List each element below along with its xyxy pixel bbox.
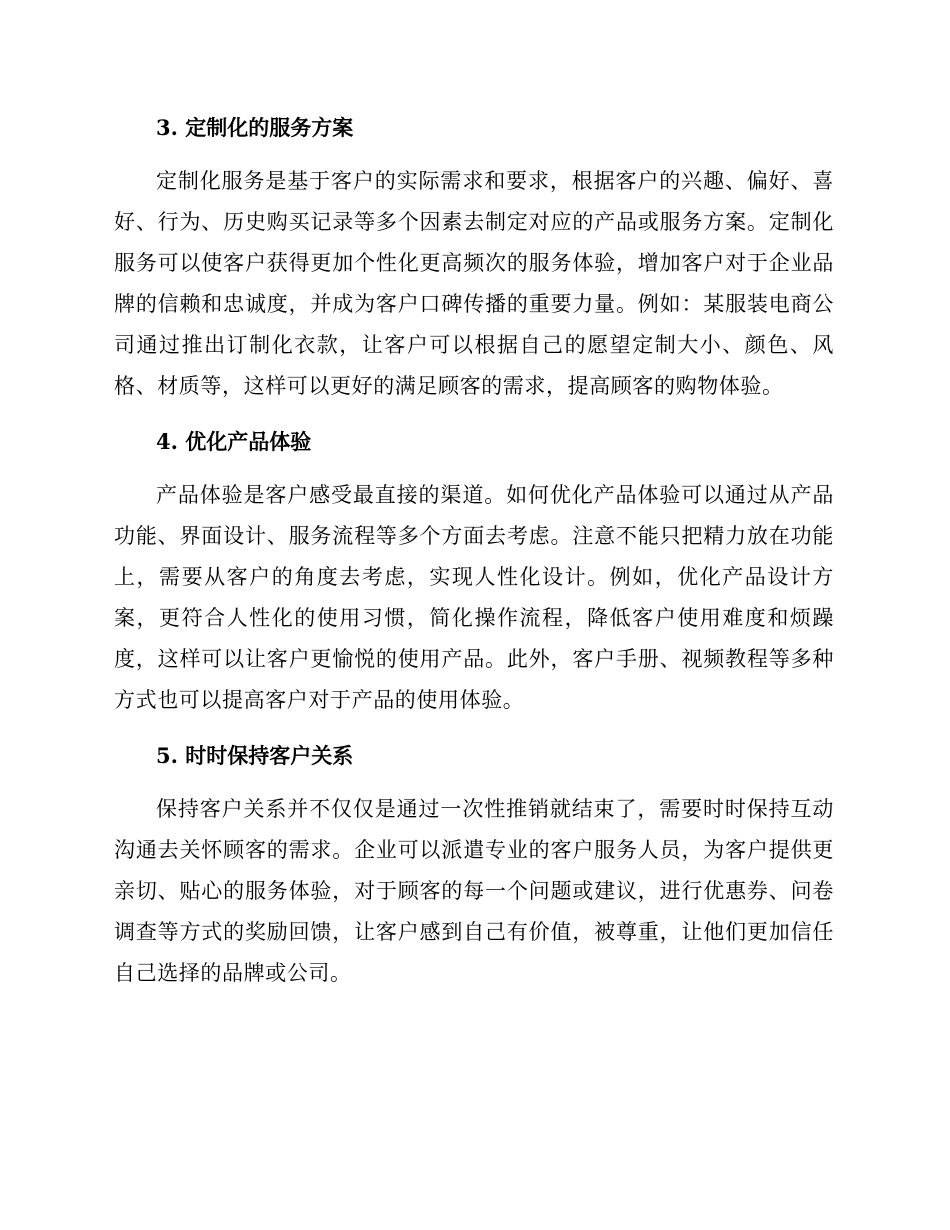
spacer (114, 407, 834, 422)
section-title-4: 4. 优化产品体验 (156, 429, 312, 454)
spacer (114, 721, 834, 736)
section-title-5: 5. 时时保持客户关系 (156, 743, 354, 768)
section-body-4: 产品体验是客户感受最直接的渠道。如何优化产品体验可以通过从产品功能、界面设计、服务流程等多个方面去考虑。注意不能只把精力放在功能上，需要从客户的角度去考虑，实现人性化设计。例如，优化产品设计方案，更符合人性化的使用习惯，简化操作流程，降低客户使用难度和烦躁度，这样可以让客户更愉悦的使用产品。此外，客户手册、视频教程等多种方式也可以提高客户对于产品的使用体验。 (114, 483, 834, 712)
section-body-3: 定制化服务是基于客户的实际需求和要求，根据客户的兴趣、偏好、喜好、行为、历史购买记录等多个因素去制定对应的产品或服务方案。定制化服务可以使客户获得更加个性化更高频次的服务体验，增加客户对于企业品牌的信赖和忠诚度，并成为客户口碑传播的重要力量。例如：某服装电商公司通过推出订制化衣款，让客户可以根据自己的愿望定制大小、颜色、风格、材质等，这样可以更好的满足顾客的需求，提高顾客的购物体验。 (114, 169, 834, 398)
document-content (114, 108, 834, 994)
spacer (114, 776, 834, 789)
section-title-3: 3. 定制化的服务方案 (156, 115, 354, 140)
spacer (114, 148, 834, 161)
section-body-5: 保持客户关系并不仅仅是通过一次性推销就结束了，需要时时保持互动沟通去关怀顾客的需求。企业可以派遣专业的客户服务人员，为客户提供更亲切、贴心的服务体验，对于顾客的每一个问题或建议，进行优惠券、问卷调查等方式的奖励回馈，让客户感到自己有价值，被尊重，让他们更加信任自己选择的品牌或公司。 (114, 797, 834, 985)
spacer (114, 462, 834, 475)
